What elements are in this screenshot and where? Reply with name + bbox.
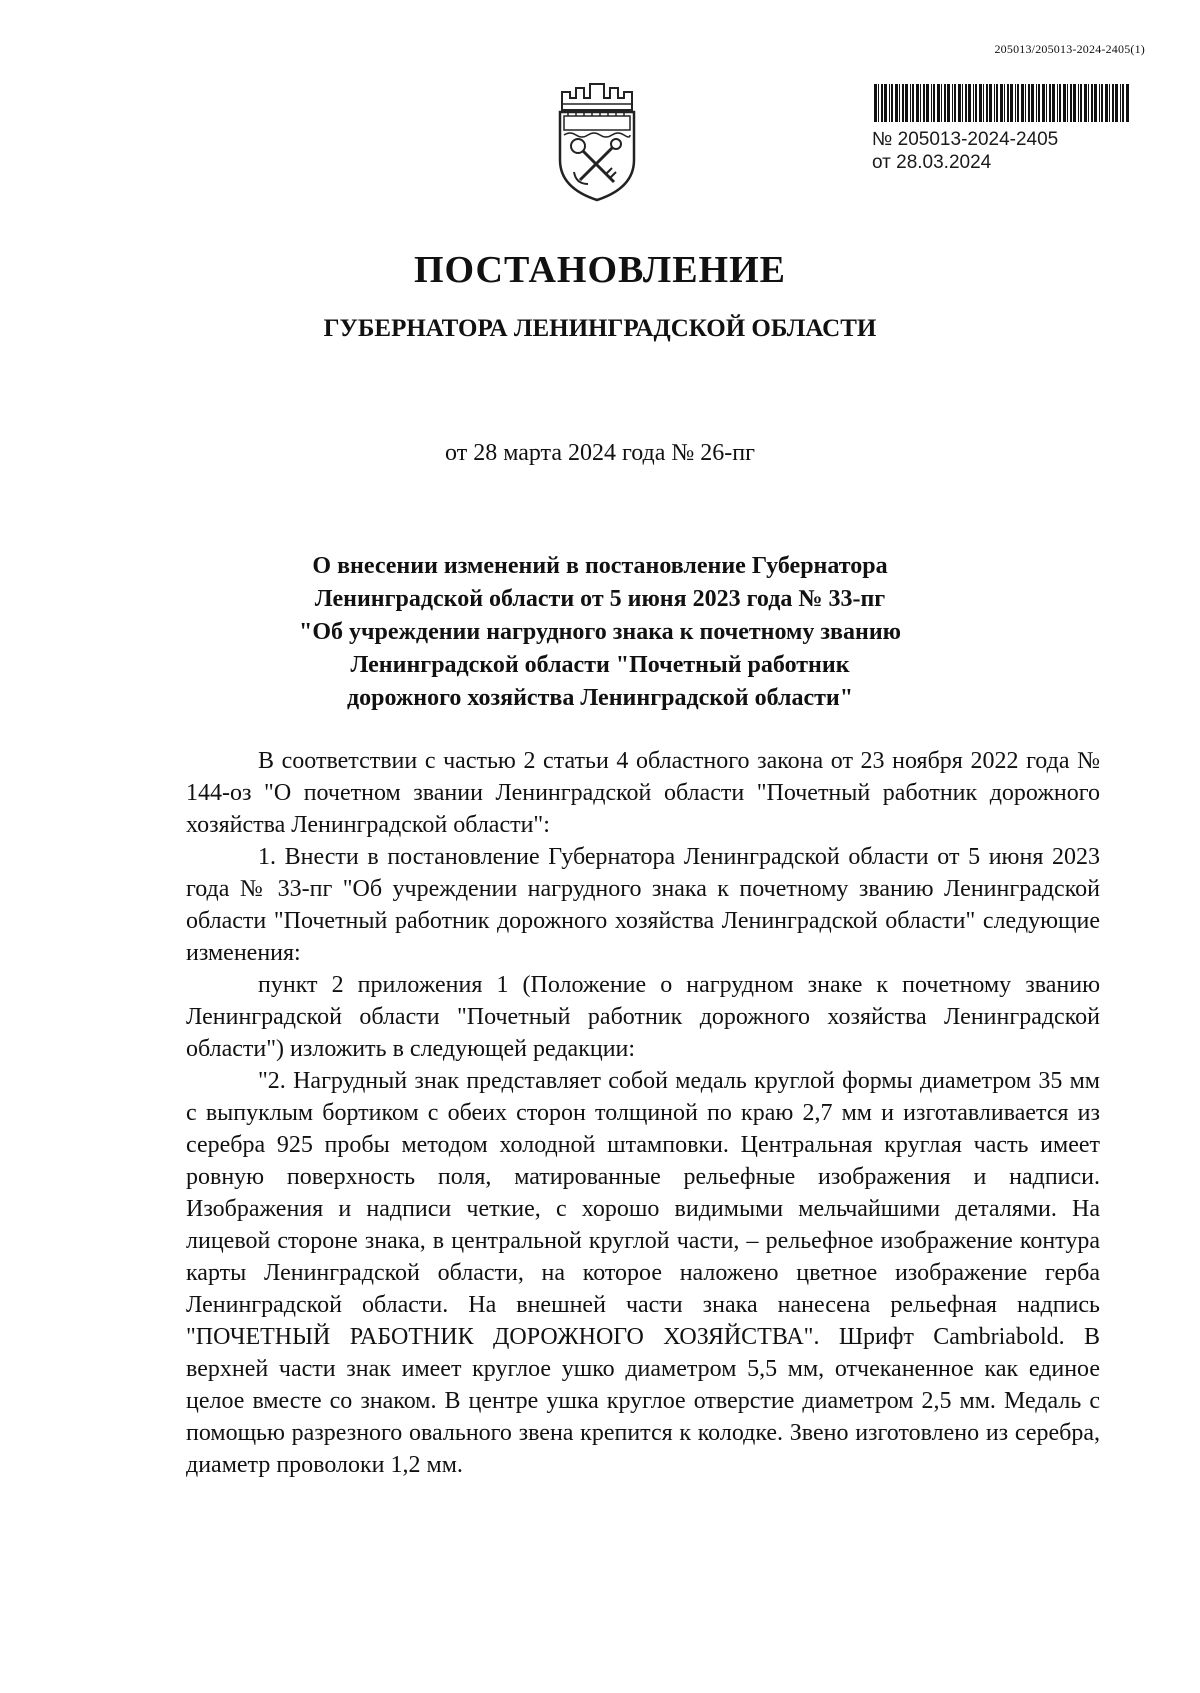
subject-line: Ленинградской области от 5 июня 2023 года № 33-пг — [314, 586, 886, 612]
document-body — [186, 745, 1100, 1481]
body-paragraph: В соответствии с частью 2 статьи 4 областного закона от 23 ноября 2022 года № 144-оз "О почетном звании Ленинградской области "Почетный работник дорожного хозяйства Ленинградской области": — [186, 748, 1100, 838]
registration-date: от 28.03.2024 — [872, 152, 992, 173]
document-subject — [200, 550, 1000, 715]
subject-line: дорожного хозяйства Ленинградской области" — [346, 685, 854, 711]
document-reference: 205013/205013-2024-2405(1) — [994, 42, 1145, 56]
registration-block — [872, 84, 1134, 174]
subject-line: "Об учреждении нагрудного знака к почетному званию — [299, 619, 901, 645]
body-paragraph: "2. Нагрудный знак представляет собой медаль круглой формы диаметром 35 мм с выпуклым бортиком с обеих сторон толщиной по краю 2,7 мм и изготавливается из серебра 925 пробы методом холодной штамповки. Центральная круглая часть имеет ровную поверхность поля, матированные рельефные изображения и надписи. Изображения и надписи четкие, с хорошо видимыми мельчайшими деталями. На лицевой стороне знака, в центральной круглой части, – рельефное изображение контура карты Ленинградской области, на которое наложено цветное изображение герба Ленинградской области. На внешней части знака нанесена рельефная надпись "ПОЧЕТНЫЙ РАБОТНИК ДОРОЖНОГО ХОЗЯЙСТВА". Шрифт Cambriabold. В верхней части знак имеет круглое ушко диаметром 5,5 мм, отчеканенное как единое целое вместе со знаком. В центре ушка круглое отверстие диаметром 2,5 мм. Медаль с помощью разрезного овального звена крепится к колодке. Звено изготовлено из серебра, диаметр проволоки 1,2 мм. — [186, 1068, 1100, 1478]
barcode-icon — [872, 84, 1134, 122]
document-title: ПОСТАНОВЛЕНИЕ — [413, 249, 787, 291]
registration-number: № 205013-2024-2405 — [872, 129, 1059, 150]
document-issuer: ГУБЕРНАТОРА ЛЕНИНГРАДСКОЙ ОБЛАСТИ — [323, 315, 877, 342]
subject-line: О внесении изменений в постановление Губернатора — [312, 553, 888, 579]
coat-of-arms-icon — [556, 80, 638, 202]
body-paragraph: 1. Внести в постановление Губернатора Ленинградской области от 5 июня 2023 года № 33-пг "Об учреждении нагрудного знака к почетному званию Ленинградской области "Почетный работник дорожного хозяйства Ленинградской области" следующие изменения: — [186, 844, 1100, 966]
body-paragraph: пункт 2 приложения 1 (Положение о нагрудном знаке к почетному званию Ленинградской области "Почетный работник дорожного хозяйства Ленинградской области") изложить в следующей редакции: — [186, 972, 1100, 1062]
subject-line: Ленинградской области "Почетный работник — [350, 652, 850, 678]
document-date-line: от 28 марта 2024 года № 26-пг — [445, 440, 755, 466]
